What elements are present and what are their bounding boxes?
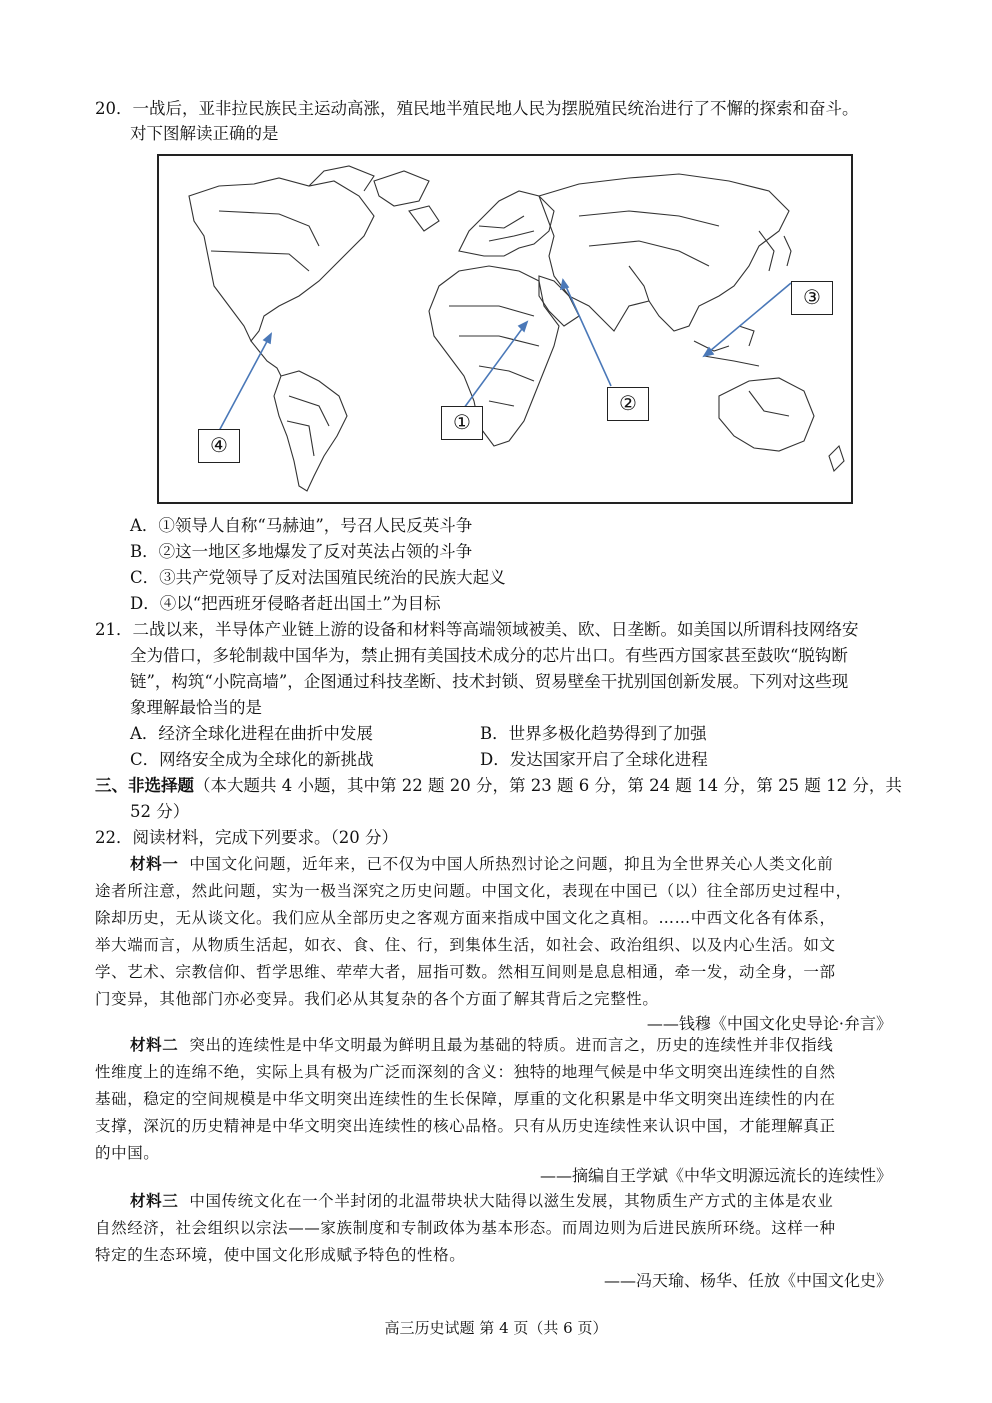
q22-material2-line2: 性维度上的连绵不绝，实际上具有极为广泛而深刻的含义：独特的地理气候是中华文明突出连续性的自然 bbox=[95, 1063, 836, 1081]
q21-line3: 链”，构筑“小院高墙”，企图通过科技垄断、技术封锁、贸易壁垒干扰别国创新发展。下列对这些现 bbox=[130, 672, 849, 691]
section3-title: 三、非选择题 bbox=[95, 776, 194, 795]
q21-option-a: A．经济全球化进程在曲折中发展 bbox=[130, 724, 373, 743]
map-callout-2: ② bbox=[607, 387, 649, 421]
q21-option-c: C．网络安全成为全球化的新挑战 bbox=[130, 750, 374, 769]
q22-material3-line2: 自然经济，社会组织以宗法——家族制度和专制政体为基本形态。而周边则为后进民族所环绕。这样一种 bbox=[95, 1219, 836, 1237]
q21-line1: 21．二战以来，半导体产业链上游的设备和材料等高端领域被美、欧、日垄断。如美国以所谓科技网络安 bbox=[95, 620, 859, 639]
world-map bbox=[157, 154, 853, 504]
q21-line4: 象理解最恰当的是 bbox=[130, 698, 262, 717]
material2-label: 材料二 bbox=[130, 1035, 179, 1054]
q22-material2-line5: 的中国。 bbox=[95, 1144, 160, 1162]
map-callout-4: ④ bbox=[198, 429, 240, 463]
q21-option-d: D．发达国家开启了全球化进程 bbox=[480, 750, 708, 769]
q22-material1-line5: 学、艺术、宗教信仰、哲学思维、荦荦大者，屈指可数。然相互间则是息息相通，牵一发，动全身，一部 bbox=[95, 963, 836, 981]
map-callout-1: ① bbox=[441, 406, 483, 440]
q20-stem-line2: 对下图解读正确的是 bbox=[130, 124, 279, 143]
material1-source: ——钱穆《中国文化史导论·弁言》 bbox=[646, 1014, 892, 1033]
material1-label: 材料一 bbox=[130, 854, 179, 873]
material3-label: 材料三 bbox=[130, 1191, 179, 1210]
q22-material1-line4: 举大端而言，从物质生活起，如衣、食、住、行，到集体生活，如社会、政治组织、以及内心生活。如文 bbox=[95, 936, 836, 954]
material3-text: 中国传统文化在一个半封闭的北温带块状大陆得以滋生发展，其物质生产方式的主体是农业 bbox=[189, 1192, 834, 1210]
material3-source: ——冯天瑜、杨华、任放《中国文化史》 bbox=[603, 1271, 892, 1290]
q22-material2-line4: 支撑，深沉的历史精神是中华文明突出连续性的核心品格。只有从历史连续性来认识中国，才能理解真正 bbox=[95, 1117, 836, 1135]
q22-material3-line1 bbox=[130, 1189, 833, 1213]
map-callout-3: ③ bbox=[791, 281, 833, 315]
material2-text: 突出的连续性是中华文明最为鲜明且最为基础的特质。进而言之，历史的连续性并非仅指线 bbox=[189, 1036, 834, 1054]
section3-heading bbox=[95, 774, 902, 798]
q20-option-b: B．②这一地区多地爆发了反对英法占领的斗争 bbox=[130, 542, 473, 561]
q21-option-b: B．世界多极化趋势得到了加强 bbox=[480, 724, 707, 743]
page-footer: 高三历史试题 第 4 页（共 6 页） bbox=[384, 1319, 608, 1337]
material1-text: 中国文化问题，近年来，已不仅为中国人所热烈讨论之问题，抑且为全世界关心人类文化前 bbox=[189, 855, 834, 873]
q20-stem-line1: 20．一战后，亚非拉民族民主运动高涨，殖民地半殖民地人民为摆脱殖民统治进行了不懈的探索和奋斗。 bbox=[95, 99, 859, 118]
q22-material3-line3: 特定的生态环境，使中国文化形成赋予特色的性格。 bbox=[95, 1246, 466, 1264]
q20-option-a: A．①领导人自称“马赫迪”，号召人民反英斗争 bbox=[130, 516, 473, 535]
q22-material1-line6: 门变异，其他部门亦必变异。我们必从其复杂的各个方面了解其背后之完整性。 bbox=[95, 990, 659, 1008]
q22-material1-line2: 途者所注意，然此问题，实为一极当深究之历史问题。中国文化，表现在中国已（以）往全部历史过程中， bbox=[95, 882, 852, 900]
q21-line2: 全为借口，多轮制裁中国华为，禁止拥有美国技术成分的芯片出口。有些西方国家甚至鼓吹“脱钩断 bbox=[130, 646, 848, 665]
material2-source: ——摘编自王学斌《中华文明源远流长的连续性》 bbox=[539, 1166, 892, 1185]
section3-desc: （本大题共 4 小题，其中第 22 题 20 分，第 23 题 6 分，第 24 题 14 分，第 25 题 12 分，共 bbox=[194, 776, 902, 795]
section3-desc-line2: 52 分） bbox=[130, 802, 190, 821]
q20-option-d: D．④以“把西班牙侵略者赶出国土”为目标 bbox=[130, 594, 441, 613]
world-map-outline bbox=[159, 156, 851, 502]
q22-material2-line3: 基础，稳定的空间规模是中华文明突出连续性的生长保障，厚重的文化积累是中华文明突出连续性的内在 bbox=[95, 1090, 836, 1108]
q22-material1-line1 bbox=[130, 852, 833, 876]
q22-material2-line1 bbox=[130, 1033, 833, 1057]
q20-option-c: C．③共产党领导了反对法国殖民统治的民族大起义 bbox=[130, 568, 506, 587]
q22-material1-line3: 除却历史，无从谈文化。我们应从全部历史之客观方面来指成中国文化之真相。……中西文化各有体系， bbox=[95, 909, 836, 927]
q22-stem: 22．阅读材料，完成下列要求。（20 分） bbox=[95, 828, 398, 847]
